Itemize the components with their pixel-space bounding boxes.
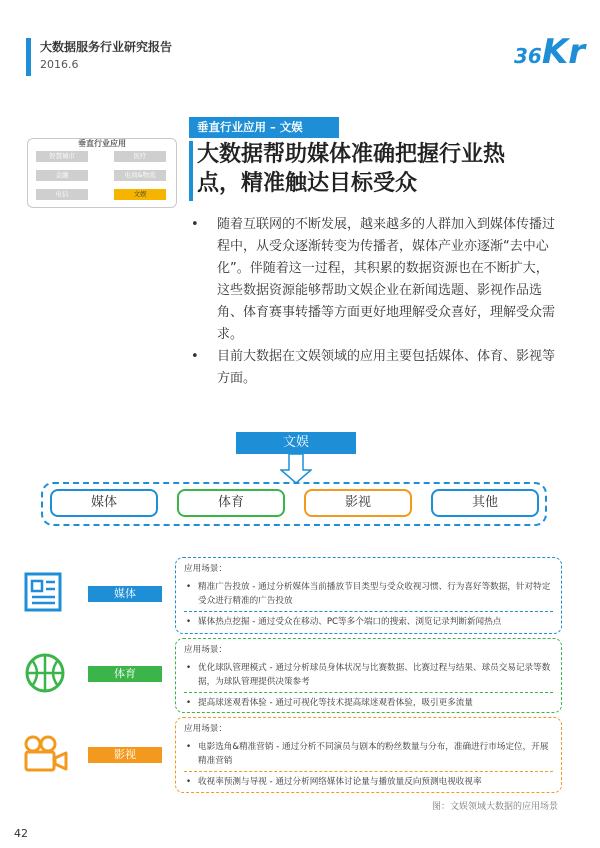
bullet-dot: • <box>186 742 192 752</box>
bullet-dot: • <box>191 349 199 364</box>
scenario-divider <box>184 692 553 693</box>
logo-number: 36 <box>514 44 542 68</box>
bullet-paragraph <box>191 214 559 346</box>
diagram-node-media: 媒体 <box>50 489 158 517</box>
newspaper-icon <box>24 572 66 612</box>
body-text <box>191 214 559 390</box>
scenario-divider <box>184 771 553 772</box>
scenario-item <box>184 615 553 629</box>
media-scenarios-box <box>175 557 562 634</box>
sports-label: 体育 <box>88 666 162 682</box>
category-medical: 医疗 <box>114 151 166 162</box>
scenario-text: 收视率预测与导视 - 通过分析网络媒体讨论量与播放量反向预测电视收视率 <box>198 777 482 787</box>
category-ecommerce: 电商&物流 <box>114 170 166 181</box>
film-scenarios-box <box>175 717 562 793</box>
bullet-dot: • <box>191 217 199 232</box>
scenario-item <box>184 775 553 789</box>
scenario-text: 提高球迷观看体验 - 通过可视化等技术提高球迷观看体验，吸引更多流量 <box>198 698 473 708</box>
logo-letters: Kr <box>541 32 585 72</box>
bullet-dot: • <box>186 777 192 787</box>
page-number: 42 <box>14 827 28 840</box>
bullet-paragraph <box>191 346 559 390</box>
headline-accent-bar <box>189 141 193 201</box>
scenario-text: 优化球队管理模式 - 通过分析球员身体状况与比赛数据、比赛过程与结果、球员交易记录等数据，为球队管理提供决策参考 <box>198 663 551 687</box>
category-finance: 金融 <box>36 170 88 181</box>
figure-caption: 图：文娱领域大数据的应用场景 <box>431 802 558 812</box>
headline: 大数据帮助媒体准确把握行业热点，精准触达目标受众 <box>197 142 506 196</box>
report-date: 2016.6 <box>40 58 79 71</box>
section-tag: 垂直行业应用 – 文娱 <box>189 117 339 138</box>
video-camera-icon <box>22 734 70 774</box>
scenario-item <box>184 696 553 710</box>
scenario-title: 应用场景： <box>184 724 227 734</box>
bullet-dot: • <box>186 698 192 708</box>
diagram-node-sports: 体育 <box>177 489 285 517</box>
diagram-node-film: 影视 <box>304 489 412 517</box>
scenario-item <box>184 580 553 608</box>
scenario-title: 应用场景： <box>184 564 227 574</box>
bullet-dot: • <box>186 617 192 627</box>
category-panel-title: 垂直行业应用 <box>78 139 126 148</box>
scenario-text: 精准广告投放 - 通过分析媒体当前播放节目类型与受众收视习惯、行为喜好等数据，针对特定受众进行精准的广告投放 <box>198 582 551 606</box>
category-panel <box>27 138 177 208</box>
bullet-dot: • <box>186 582 192 592</box>
scenario-divider <box>184 611 553 612</box>
bullet-dot: • <box>186 663 192 673</box>
scenario-text: 媒体热点挖掘 - 通过受众在移动、PC等多个端口的搜索、浏览记录判断新闻热点 <box>198 617 502 627</box>
report-title: 大数据服务行业研究报告 <box>40 40 173 54</box>
down-arrow-icon <box>280 454 312 484</box>
film-label: 影视 <box>88 747 162 763</box>
category-smart-city: 智慧城市 <box>36 151 88 162</box>
header-accent-bar <box>26 38 31 76</box>
basketball-icon <box>24 652 66 694</box>
scenario-item <box>184 661 553 689</box>
sports-scenarios-box <box>175 638 562 713</box>
36kr-logo <box>514 32 585 72</box>
bullet-text: 随着互联网的不断发展，越来越多的人群加入到媒体传播过程中，从受众逐渐转变为传播者，媒体产业亦逐渐“去中心化”。伴随着这一过程，其积累的数据资源也在不断扩大，这些数据资源能够帮助文娱企业在新闻选题、影视作品选角、体育赛事转播等方面更好地理解受众喜好，理解受众需求。 <box>217 217 556 342</box>
scenario-item <box>184 740 553 768</box>
diagram-root-node: 文娱 <box>236 432 356 454</box>
scenario-text: 电影选角&精准营销 - 通过分析不同演员与剧本的粉丝数量与分布，准确进行市场定位，开展精准营销 <box>198 742 549 766</box>
diagram-node-other: 其他 <box>431 489 539 517</box>
bullet-text: 目前大数据在文娱领域的应用主要包括媒体、体育、影视等方面。 <box>217 349 556 386</box>
scenario-title: 应用场景： <box>184 645 227 655</box>
media-label: 媒体 <box>88 586 162 602</box>
category-entertainment: 文娱 <box>114 189 166 200</box>
category-telecom: 电信 <box>36 189 88 200</box>
